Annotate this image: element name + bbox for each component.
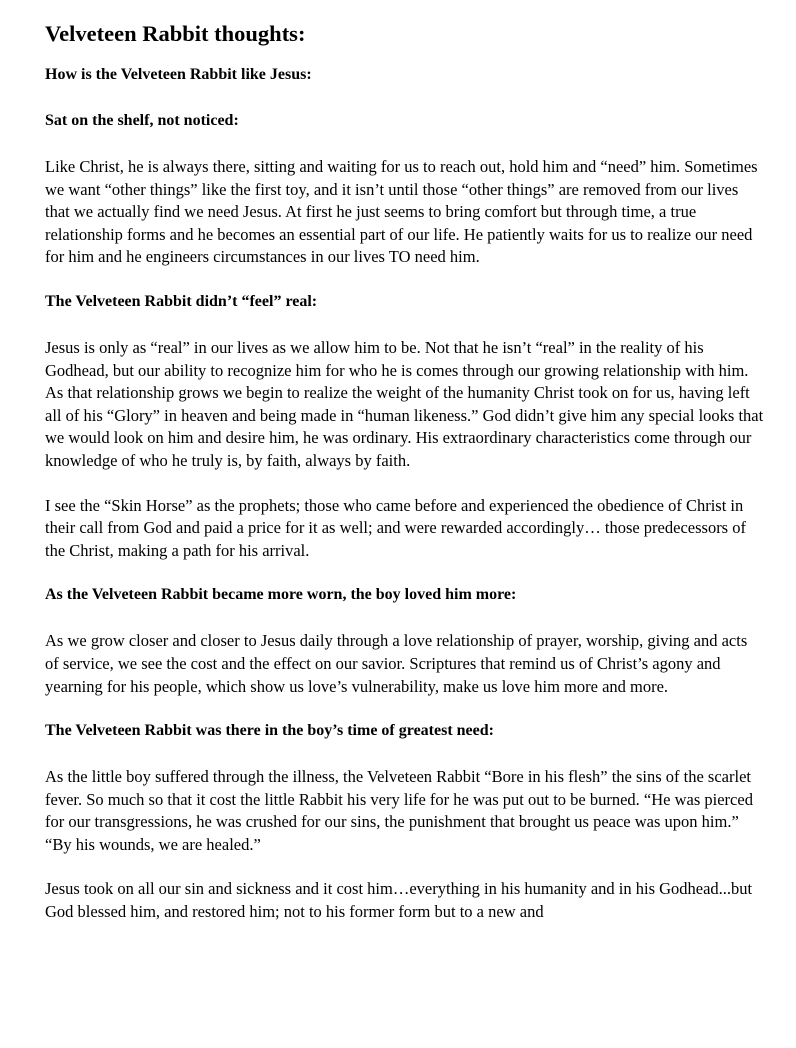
paragraph-more-worn: As we grow closer and closer to Jesus daily through a love relationship of prayer, worship, giving and acts of service, we see the cost and the effect on our savior. Scriptures that remind us of Christ’s agony and yearning for his people, which show us love’s vulnerability, make us love him more and more. [45, 631, 748, 696]
paragraph-restored: Jesus took on all our sin and sickness and it cost him…everything in his humanity and in his Godhead...but God blessed him, and restored him; not to his former form but to a new and [45, 879, 753, 922]
document-title: Velveteen Rabbit thoughts: [45, 21, 306, 46]
section-heading-feel-real: The Velveteen Rabbit didn’t “feel” real: [45, 292, 318, 310]
paragraph-greatest-need: As the little boy suffered through the illness, the Velveteen Rabbit “Bore in his flesh” the sins of the scarlet fever. So much so that it cost the little Rabbit his very life for he was put out to be burned. “He was pierced for our transgressions, he was crushed for our sins, the punishment that brought us peace was upon him.” “By his wounds, we are healed.” [45, 767, 753, 854]
section-heading-greatest-need: The Velveteen Rabbit was there in the boy’s time of greatest need: [45, 722, 494, 740]
document-page [45, 20, 765, 946]
section-heading-more-worn: As the Velveteen Rabbit became more worn, the boy loved him more: [45, 586, 517, 604]
section-heading-like-jesus: How is the Velveteen Rabbit like Jesus: [45, 66, 312, 83]
section-heading-shelf: Sat on the shelf, not noticed: [45, 112, 239, 129]
paragraph-shelf: Like Christ, he is always there, sitting and waiting for us to reach out, hold him and “need” him. Sometimes we want “other things” like the first toy, and it isn’t until those “other things” are removed from our lives that we actually find we need Jesus. At first he just seems to bring comfort but through time, a true relationship forms and he becomes an essential part of our life. He patiently waits for us to realize our need for him and he engineers circumstances in our lives TO need him. [45, 157, 758, 267]
paragraph-feel-real: Jesus is only as “real” in our lives as we allow him to be. Not that he isn’t “real” in the reality of his Godhead, but our ability to recognize him for who he is comes through our growing relationship with him. As that relationship grows we begin to realize the weight of the humanity Christ took on for us, having left all of his “Glory” in heaven and being made in “human likeness.” God didn’t give him any special looks that we would look on him and desire him, he was ordinary. His extraordinary characteristics come through our knowledge of who he truly is, by faith, always by faith. [45, 337, 764, 470]
paragraph-skin-horse: I see the “Skin Horse” as the prophets; those who came before and experienced the obedience of Christ in their call from God and paid a price for it as well; and were rewarded accordingly… those predecessors of the Christ, making a path for his arrival. [45, 495, 746, 560]
